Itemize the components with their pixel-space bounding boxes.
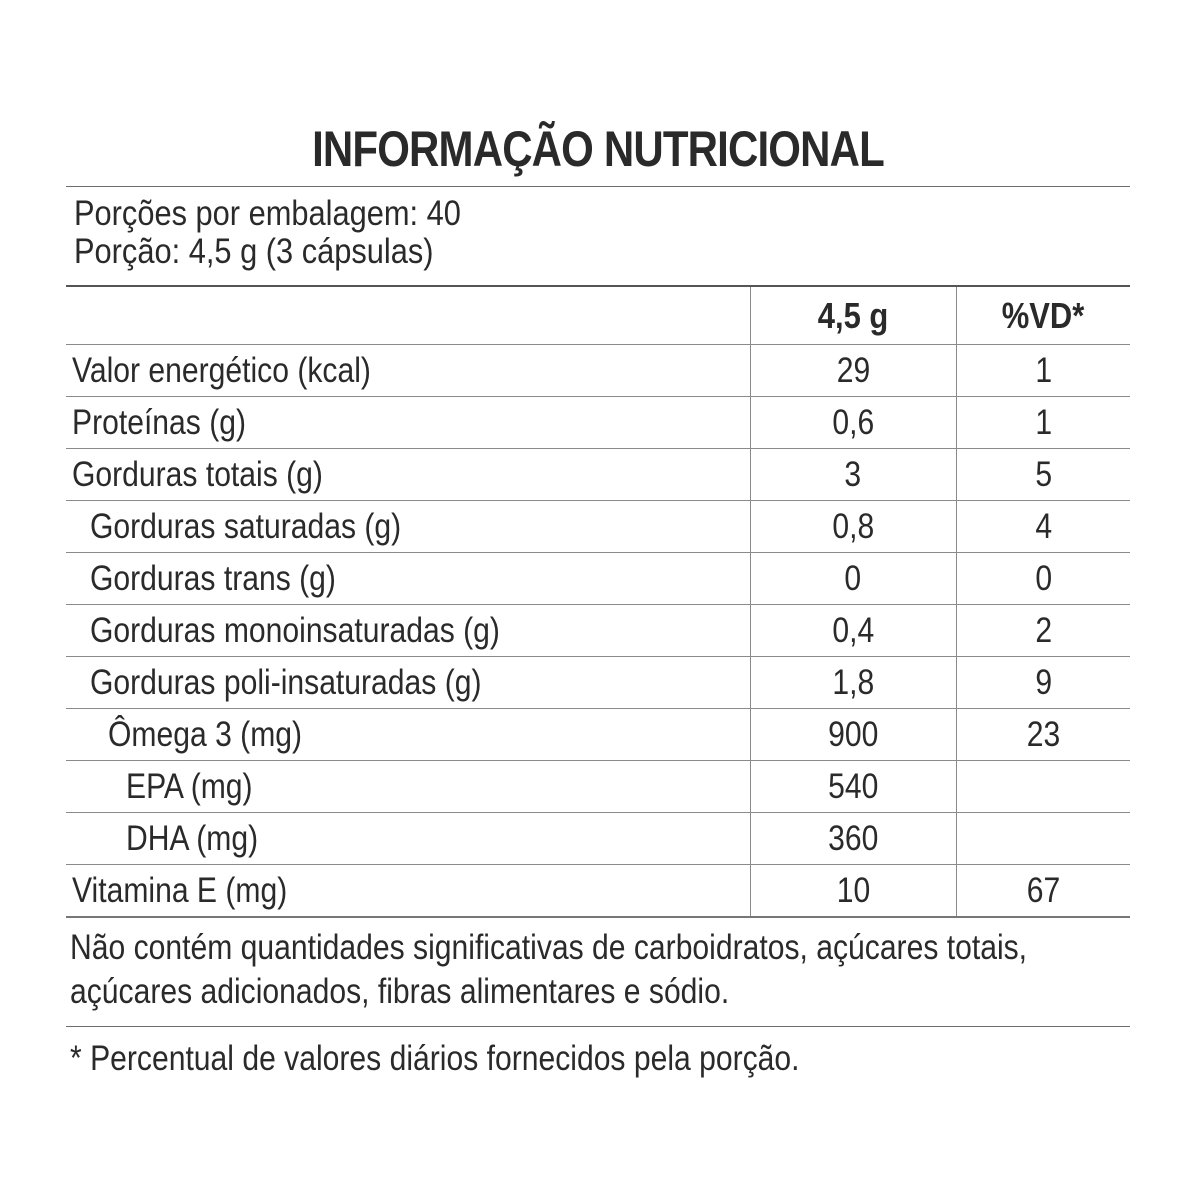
label-title: INFORMAÇÃO NUTRICIONAL: [312, 121, 884, 177]
nutrient-daily-value: 67: [956, 865, 1130, 918]
nutrient-portion-value: 0: [750, 553, 956, 605]
nutrient-name: Gorduras totais (g): [66, 449, 750, 501]
nutrient-portion-value: 29: [750, 345, 956, 397]
serving-info: [66, 187, 1130, 285]
table-row: [66, 605, 1130, 657]
nutrient-daily-value: 1: [956, 345, 1130, 397]
table-row: [66, 501, 1130, 553]
nutrient-portion-value: 10: [750, 865, 956, 918]
nutrient-name: Gorduras saturadas (g): [66, 501, 750, 553]
table-row: [66, 553, 1130, 605]
nutrient-daily-value: 1: [956, 397, 1130, 449]
nutrient-daily-value: [956, 813, 1130, 865]
daily-value-note-text: * Percentual de valores diários fornecidos pela porção.: [70, 1039, 800, 1078]
table-row: [66, 709, 1130, 761]
nutrient-daily-value: 9: [956, 657, 1130, 709]
nutrient-name: DHA (mg): [66, 813, 750, 865]
table-header-row: [66, 287, 1130, 345]
table-row: [66, 865, 1130, 918]
nutrient-name: Gorduras monoinsaturadas (g): [66, 605, 750, 657]
serving-size: Porção: 4,5 g (3 cápsulas): [74, 232, 434, 271]
table-row: [66, 345, 1130, 397]
nutrient-daily-value: [956, 761, 1130, 813]
nutrient-portion-value: 900: [750, 709, 956, 761]
nutrient-name: EPA (mg): [66, 761, 750, 813]
nutrient-daily-value: 0: [956, 553, 1130, 605]
header-nutrient: [66, 287, 750, 345]
not-significant-note: [66, 918, 1130, 1026]
header-portion-value: 4,5 g: [750, 287, 956, 345]
not-significant-line-2: açúcares adicionados, fibras alimentares e sódio.: [70, 972, 730, 1011]
nutrition-facts-label: [66, 112, 1130, 1081]
nutrient-name: Gorduras poli-insaturadas (g): [66, 657, 750, 709]
nutrient-portion-value: 1,8: [750, 657, 956, 709]
nutrient-portion-value: 3: [750, 449, 956, 501]
table-row: [66, 449, 1130, 501]
nutrient-name: Vitamina E (mg): [66, 865, 750, 918]
servings-per-package: Porções por embalagem: 40: [74, 194, 461, 233]
table-row: [66, 813, 1130, 865]
daily-value-note: [66, 1027, 1130, 1081]
table-row: [66, 657, 1130, 709]
nutrient-daily-value: 5: [956, 449, 1130, 501]
nutrient-daily-value: 2: [956, 605, 1130, 657]
nutrient-portion-value: 0,8: [750, 501, 956, 553]
nutrient-daily-value: 4: [956, 501, 1130, 553]
nutrient-daily-value: 23: [956, 709, 1130, 761]
nutrient-portion-value: 0,6: [750, 397, 956, 449]
nutrition-table: [66, 287, 1130, 918]
nutrition-table-body: [66, 345, 1130, 918]
header-daily-value: %VD*: [956, 287, 1130, 345]
nutrient-name: Proteínas (g): [66, 397, 750, 449]
nutrient-portion-value: 360: [750, 813, 956, 865]
nutrient-portion-value: 0,4: [750, 605, 956, 657]
table-row: [66, 397, 1130, 449]
nutrient-name: Valor energético (kcal): [66, 345, 750, 397]
nutrient-portion-value: 540: [750, 761, 956, 813]
not-significant-line-1: Não contém quantidades significativas de carboidratos, açúcares totais,: [70, 928, 1028, 967]
nutrient-name: Gorduras trans (g): [66, 553, 750, 605]
nutrient-name: Ômega 3 (mg): [66, 709, 750, 761]
table-row: [66, 761, 1130, 813]
